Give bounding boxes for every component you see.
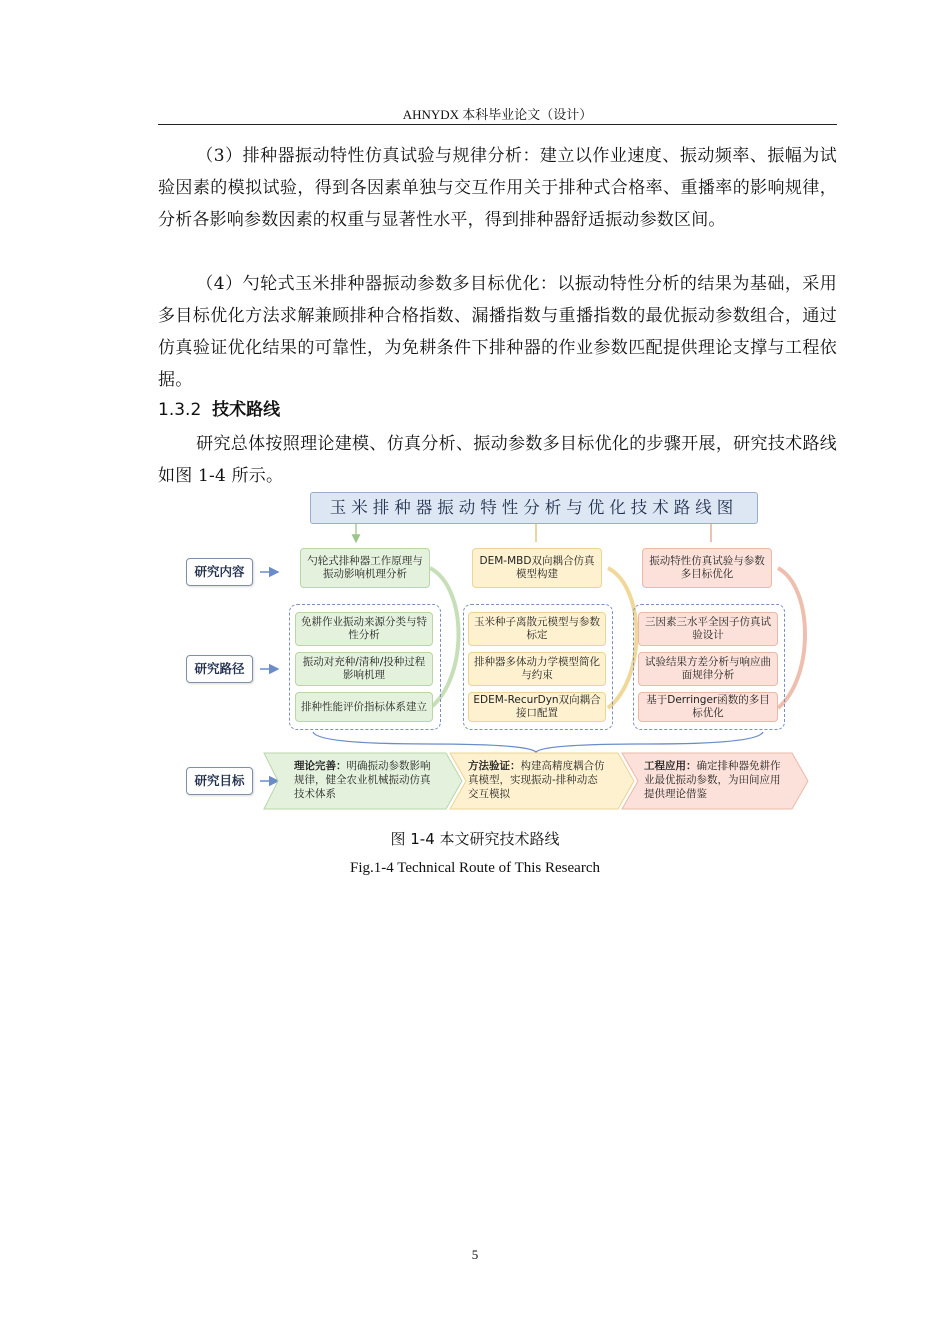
row-label-content: 研究内容 (186, 558, 253, 586)
page-number: 5 (471, 1247, 479, 1262)
brace (313, 732, 763, 752)
goal-1-body: 明确振动参数影响规律，健全农业机械振动仿真技术体系 (294, 760, 431, 800)
path-box-1-2: 振动对充种/清种/投种过程影响机理 (295, 652, 433, 686)
goal-3-head: 工程应用： (644, 760, 697, 772)
path-box-3-2: 试验结果方差分析与响应曲面规律分析 (638, 652, 778, 686)
goal-3-body: 确定排种器免耕作业最优振动参数，为田间应用提供理论借鉴 (644, 760, 781, 800)
diagram-title: 玉米排种器振动特性分析与优化技术路线图 (310, 492, 758, 524)
paragraph-5-text: 研究总体按照理论建模、仿真分析、振动参数多目标优化的步骤开展，研究技术路线如图 1-4 所示。 (158, 434, 837, 486)
paragraph-4-text: （4）勺轮式玉米排种器振动参数多目标优化：以振动特性分析的结果为基础，采用多目标优化方法求解兼顾排种合格指数、漏播指数与重播指数的最优振动参数组合，通过仿真验证优化结果的可靠性，为免耕条件下排种器的作业参数匹配提供理论支撑与工程依据。 (158, 274, 837, 390)
figure-caption-en: Fig.1-4 Technical Route of This Research (349, 860, 600, 876)
running-header: AHNYDX 本科毕业论文（设计） (402, 107, 593, 122)
row-label-goal: 研究目标 (186, 767, 253, 795)
goal-3 (644, 753, 784, 809)
row-label-path: 研究路径 (186, 655, 253, 683)
path-box-3-3: 基于Derringer函数的多目标优化 (638, 692, 778, 722)
content-box-3: 振动特性仿真试验与参数多目标优化 (642, 548, 772, 588)
section-title: 技术路线 (212, 400, 281, 420)
path-box-3-1: 三因素三水平全因子仿真试验设计 (638, 612, 778, 646)
header-rule (158, 124, 837, 125)
paragraph-3 (158, 140, 837, 236)
path-box-1-3: 排种性能评价指标体系建立 (295, 692, 433, 722)
content-box-1: 勺轮式排种器工作原理与振动影响机理分析 (300, 548, 430, 588)
path-box-2-1: 玉米种子离散元模型与参数标定 (468, 612, 606, 646)
path-box-1-1: 免耕作业振动来源分类与特性分析 (295, 612, 433, 646)
goal-1 (294, 753, 436, 809)
path-box-2-2: 排种器多体动力学模型简化与约束 (468, 652, 606, 686)
content-box-2: DEM-MBD双向耦合仿真模型构建 (472, 548, 602, 588)
figure-caption-zh: 图 1-4 本文研究技术路线 (390, 830, 560, 848)
section-heading (158, 395, 280, 420)
goal-2 (468, 753, 608, 809)
goal-1-head: 理论完善： (294, 760, 347, 772)
paragraph-3-text: （3）排种器振动特性仿真试验与规律分析：建立以作业速度、振动频率、振幅为试验因素的模拟试验，得到各因素单独与交互作用关于排种式合格率、重播率的影响规律，分析各影响参数因素的权重与显著性水平，得到排种器舒适振动参数区间。 (158, 146, 837, 230)
paragraph-4 (158, 268, 837, 396)
paragraph-5 (158, 428, 837, 492)
technical-route-figure (178, 488, 818, 810)
goal-2-body: 构建高精度耦合仿真模型，实现振动-排种动态交互模拟 (468, 760, 605, 800)
section-number: 1.3.2 (158, 400, 202, 420)
goal-2-head: 方法验证： (468, 760, 521, 772)
path-box-2-3: EDEM-RecurDyn双向耦合接口配置 (468, 692, 606, 722)
